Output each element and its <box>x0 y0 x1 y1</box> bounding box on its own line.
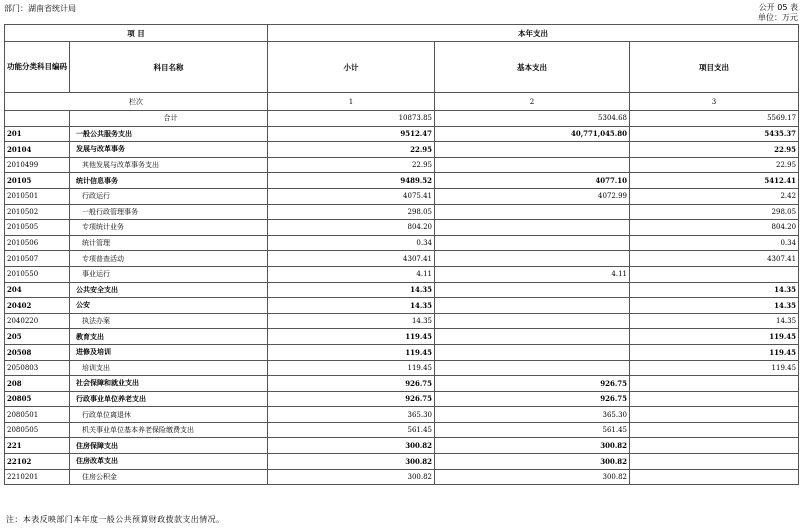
row-code: 22102 <box>5 454 70 470</box>
row-basic <box>435 344 630 360</box>
row-basic <box>435 220 630 236</box>
row-name: 住房公积金 <box>70 469 268 485</box>
table-row <box>5 235 799 251</box>
row-subtotal: 300.82 <box>268 454 435 470</box>
table-row <box>5 422 799 438</box>
row-project: 22.95 <box>630 157 799 173</box>
row-project: 0.34 <box>630 235 799 251</box>
row-name: 执法办案 <box>70 313 268 329</box>
row-basic: 561.45 <box>435 422 630 438</box>
row-subtotal: 22.95 <box>268 157 435 173</box>
row-code: 2010501 <box>5 188 70 204</box>
row-project: 22.95 <box>630 142 799 158</box>
table-row <box>5 454 799 470</box>
row-code: 20508 <box>5 344 70 360</box>
row-code: 221 <box>5 438 70 454</box>
row-basic: 365.30 <box>435 407 630 423</box>
row-code: 20805 <box>5 391 70 407</box>
row-subtotal: 119.45 <box>268 360 435 376</box>
header-row-group <box>5 25 799 42</box>
row-code: 20104 <box>5 142 70 158</box>
row-subtotal: 365.30 <box>268 407 435 423</box>
row-name: 进修及培训 <box>70 344 268 360</box>
order-3: 3 <box>630 93 799 111</box>
row-project: 14.35 <box>630 282 799 298</box>
order-1: 1 <box>268 93 435 111</box>
row-code: 204 <box>5 282 70 298</box>
row-code: 2080505 <box>5 422 70 438</box>
header-row-columns <box>5 42 799 93</box>
row-basic: 926.75 <box>435 391 630 407</box>
table-row <box>5 188 799 204</box>
row-name: 一般行政管理事务 <box>70 204 268 220</box>
row-subtotal: 0.34 <box>268 235 435 251</box>
table-number: 公开 05 表 <box>758 3 798 12</box>
row-project: 5412.41 <box>630 173 799 189</box>
row-subtotal: 10873.85 <box>268 111 435 127</box>
row-code: 2050803 <box>5 360 70 376</box>
unit-label: 单位：万元 <box>758 13 798 22</box>
row-code: 205 <box>5 329 70 345</box>
table-body <box>5 111 799 485</box>
row-name: 公共安全支出 <box>70 282 268 298</box>
row-basic <box>435 313 630 329</box>
header-row-order <box>5 93 799 111</box>
table-row <box>5 266 799 282</box>
row-name: 统计信息事务 <box>70 173 268 189</box>
table-row <box>5 438 799 454</box>
table-row <box>5 157 799 173</box>
row-code: 208 <box>5 376 70 392</box>
row-basic: 300.82 <box>435 454 630 470</box>
row-basic <box>435 142 630 158</box>
table-row <box>5 407 799 423</box>
table-row <box>5 111 799 127</box>
row-basic <box>435 235 630 251</box>
order-2: 2 <box>435 93 630 111</box>
row-project: 298.05 <box>630 204 799 220</box>
row-basic <box>435 282 630 298</box>
table-row <box>5 126 799 142</box>
row-subtotal: 561.45 <box>268 422 435 438</box>
row-project <box>630 422 799 438</box>
row-subtotal: 9489.52 <box>268 173 435 189</box>
row-code: 2040220 <box>5 313 70 329</box>
table-row <box>5 329 799 345</box>
row-project: 119.45 <box>630 360 799 376</box>
row-basic: 300.82 <box>435 469 630 485</box>
row-basic: 4.11 <box>435 266 630 282</box>
row-project: 2.42 <box>630 188 799 204</box>
header-year-expenditure: 本年支出 <box>268 25 799 42</box>
row-code: 201 <box>5 126 70 142</box>
table-row <box>5 282 799 298</box>
row-name: 行政单位离退休 <box>70 407 268 423</box>
department-label: 部门：湖南省统计局 <box>4 4 76 13</box>
row-project: 119.45 <box>630 329 799 345</box>
row-subtotal: 14.35 <box>268 282 435 298</box>
row-subtotal: 4075.41 <box>268 188 435 204</box>
row-name: 机关事业单位基本养老保险缴费支出 <box>70 422 268 438</box>
row-code: 2210201 <box>5 469 70 485</box>
row-subtotal: 4307.41 <box>268 251 435 267</box>
row-basic: 300.82 <box>435 438 630 454</box>
row-name: 统计管理 <box>70 235 268 251</box>
row-code: 2010505 <box>5 220 70 236</box>
row-name: 住房改革支出 <box>70 454 268 470</box>
row-name: 公安 <box>70 298 268 314</box>
row-code: 2010506 <box>5 235 70 251</box>
row-subtotal: 119.45 <box>268 329 435 345</box>
row-project <box>630 266 799 282</box>
row-code: 2010499 <box>5 157 70 173</box>
row-basic <box>435 204 630 220</box>
row-project <box>630 438 799 454</box>
row-subtotal: 926.75 <box>268 391 435 407</box>
row-subtotal: 4.11 <box>268 266 435 282</box>
row-name: 合计 <box>70 111 268 127</box>
row-project <box>630 469 799 485</box>
table-row <box>5 298 799 314</box>
row-project: 119.45 <box>630 344 799 360</box>
header-subtotal: 小计 <box>268 42 435 93</box>
row-name: 行政事业单位养老支出 <box>70 391 268 407</box>
row-code: 20105 <box>5 173 70 189</box>
header-project: 项目支出 <box>630 42 799 93</box>
row-basic: 926.75 <box>435 376 630 392</box>
header-name: 科目名称 <box>70 42 268 93</box>
row-project: 5435.37 <box>630 126 799 142</box>
row-name: 专项统计业务 <box>70 220 268 236</box>
row-subtotal: 22.95 <box>268 142 435 158</box>
row-subtotal: 300.82 <box>268 438 435 454</box>
row-subtotal: 300.82 <box>268 469 435 485</box>
row-name: 培训支出 <box>70 360 268 376</box>
row-basic <box>435 298 630 314</box>
row-subtotal: 298.05 <box>268 204 435 220</box>
row-name: 专项普查活动 <box>70 251 268 267</box>
table-row <box>5 173 799 189</box>
row-code <box>5 111 70 127</box>
row-name: 其他发展与改革事务支出 <box>70 157 268 173</box>
row-subtotal: 9512.47 <box>268 126 435 142</box>
row-basic: 5304.68 <box>435 111 630 127</box>
table-row <box>5 360 799 376</box>
row-project <box>630 376 799 392</box>
row-name: 行政运行 <box>70 188 268 204</box>
row-subtotal: 14.35 <box>268 313 435 329</box>
table-row <box>5 220 799 236</box>
row-basic <box>435 157 630 173</box>
row-basic <box>435 360 630 376</box>
row-code: 2080501 <box>5 407 70 423</box>
row-code: 20402 <box>5 298 70 314</box>
table-row <box>5 204 799 220</box>
order-label: 栏次 <box>5 93 268 111</box>
table-row <box>5 469 799 485</box>
row-basic <box>435 329 630 345</box>
table-row <box>5 391 799 407</box>
row-code: 2010550 <box>5 266 70 282</box>
row-subtotal: 926.75 <box>268 376 435 392</box>
footer-note: 注：本表反映部门本年度一般公共预算财政拨款支出情况。 <box>6 515 225 524</box>
row-project <box>630 391 799 407</box>
table-meta <box>758 3 798 23</box>
row-subtotal: 14.35 <box>268 298 435 314</box>
table-row <box>5 344 799 360</box>
row-basic: 40,771,045.80 <box>435 126 630 142</box>
expenditure-table <box>4 24 799 485</box>
row-name: 住房保障支出 <box>70 438 268 454</box>
row-basic: 4072.99 <box>435 188 630 204</box>
row-subtotal: 119.45 <box>268 344 435 360</box>
row-project: 14.35 <box>630 313 799 329</box>
row-project: 4307.41 <box>630 251 799 267</box>
row-name: 一般公共服务支出 <box>70 126 268 142</box>
row-basic: 4077.10 <box>435 173 630 189</box>
row-project: 804.20 <box>630 220 799 236</box>
header-code: 功能分类科目编码 <box>5 42 70 93</box>
row-code: 2010502 <box>5 204 70 220</box>
header-basic: 基本支出 <box>435 42 630 93</box>
table-row <box>5 251 799 267</box>
table-row <box>5 313 799 329</box>
row-project: 5569.17 <box>630 111 799 127</box>
row-basic <box>435 251 630 267</box>
row-name: 事业运行 <box>70 266 268 282</box>
row-project <box>630 407 799 423</box>
row-subtotal: 804.20 <box>268 220 435 236</box>
table-row <box>5 142 799 158</box>
row-project <box>630 454 799 470</box>
header-item-group: 项 目 <box>5 25 268 42</box>
row-name: 教育支出 <box>70 329 268 345</box>
row-code: 2010507 <box>5 251 70 267</box>
table-row <box>5 376 799 392</box>
row-project: 14.35 <box>630 298 799 314</box>
row-name: 社会保障和就业支出 <box>70 376 268 392</box>
row-name: 发展与改革事务 <box>70 142 268 158</box>
